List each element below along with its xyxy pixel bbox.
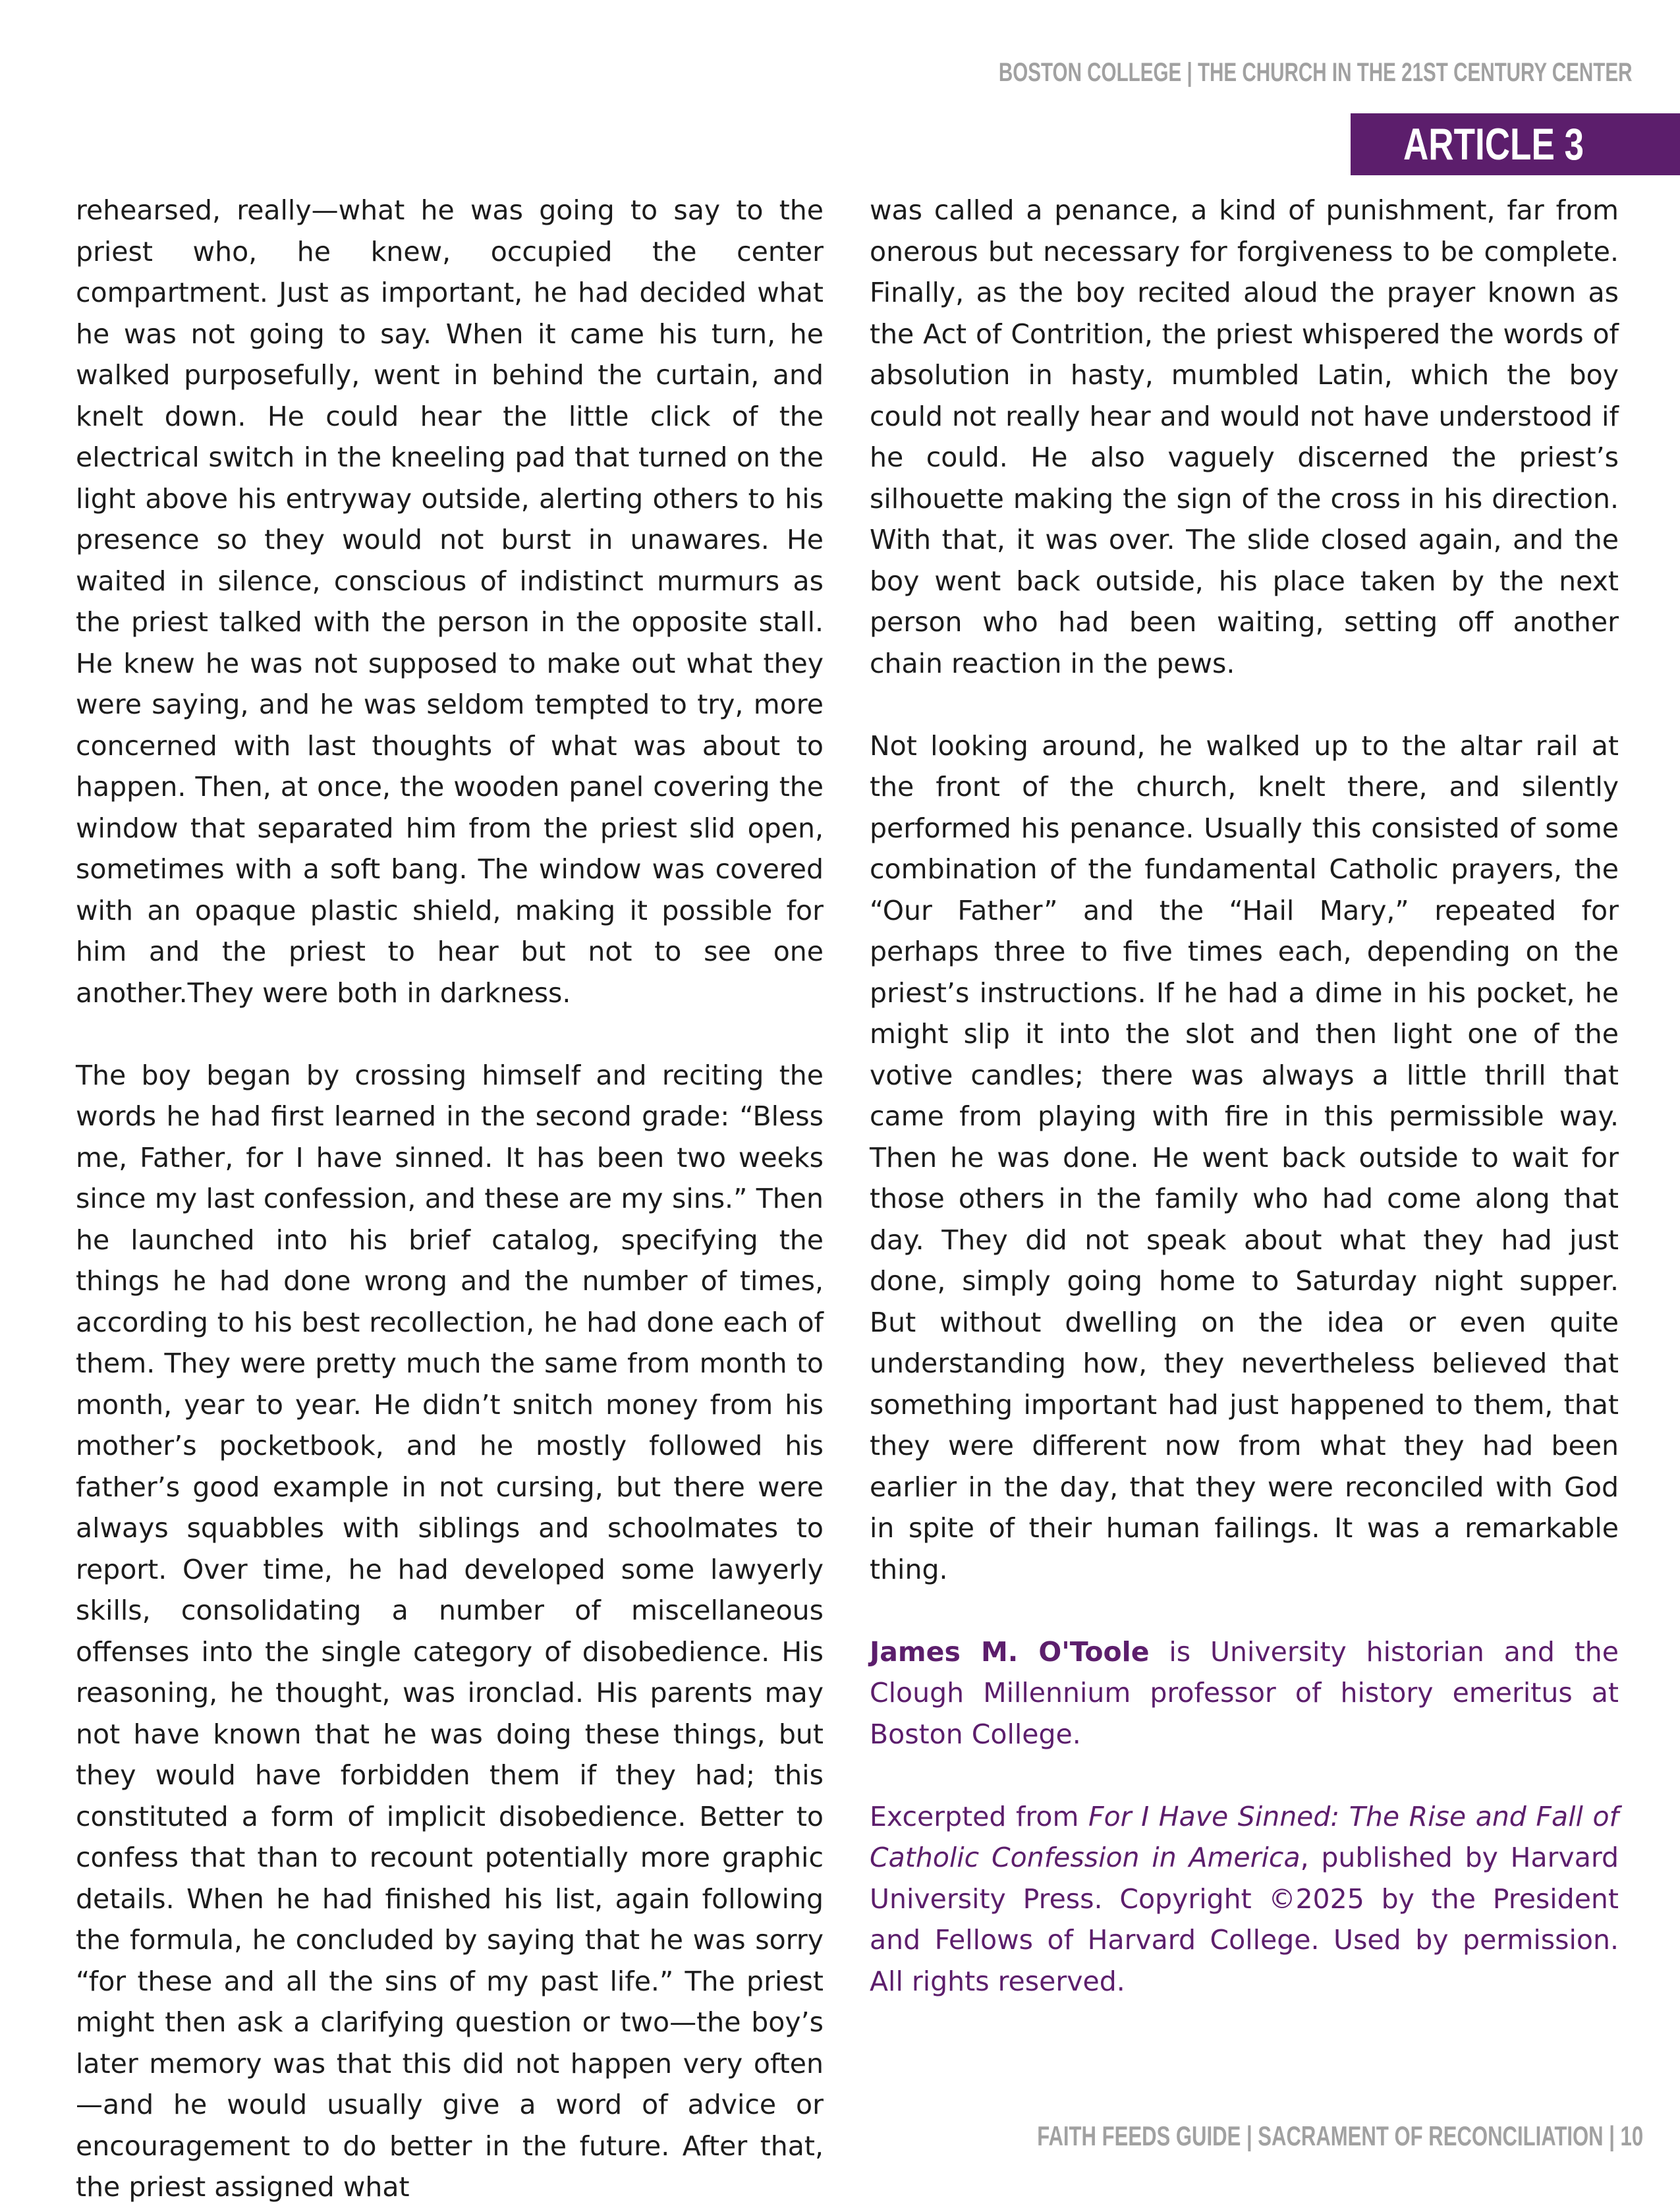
paragraph: rehearsed, really—what he was going to say to the priest who, he knew, occupied the center compartment. Just as important, he had decided what he was not going to say. When it came his turn, he walked purposefully, went in behind the curtain, and knelt down. He could hear the little click of the electrical switch in the kneeling pad that turned on the light above his entryway outside, alerting others to his presence so they would not burst in unawares. He waited in silence, conscious of indistinct murmurs as the priest talked with the person in the opposite stall. He knew he was not supposed to make out what they were saying, and he was seldom tempted to try, more concerned with last thoughts of what was about to happen. Then, at once, the wooden panel covering the window that separated him from the priest slid open, sometimes with a soft bang. The window was covered with an opaque plastic shield, making it possible for him and the priest to hear but not to see one another.They were both in darkness. [76,194,824,1009]
paragraph: was called a penance, a kind of punishment, far from onerous but necessary for forgiveness to be complete. Finally, as the boy recited aloud the prayer known as the Act of Contrition, the priest whispered the words of absolution in hasty, mumbled Latin, which the boy could not really hear and would not have understood if he could. He also vaguely discerned the priest’s silhouette making the sign of the cross in his direction. With that, it was over. The slide closed again, and the boy went back outside, his place taken by the next person who had been waiting, setting off another chain reaction in the pews. [870,194,1619,679]
header-title: BOSTON COLLEGE | THE CHURCH IN THE 21ST CENTURY CENTER [998,58,1632,87]
right-column [870,190,1619,2002]
book-title: For I Have Sinned: The Rise and Fall of Catholic Confession in America [870,1800,1619,1873]
author-name: James M. O'Toole [870,1635,1150,1668]
left-column [76,190,824,2208]
author-bio [870,1631,1619,1755]
credit-suffix: , published by Harvard University Press. Copyright ©2025 by the President and Fellows of Harvard College. Used by permission. All rights reserved. [870,1842,1619,1997]
excerpt-credit [870,1796,1619,2002]
paragraph: Not looking around, he walked up to the altar rail at the front of the church, knelt there, and silently performed his penance. Usually this consisted of some combination of the fundamental Catholic prayers, the “Our Father” and the “Hail Mary,” repeated for perhaps three to five times each, depending on the priest’s instructions. If he had a dime in his pocket, he might slip it into the slot and then light one of the votive candles; there was always a little thrill that came from playing with fire in this permissible way. Then he was done. He went back outside to wait for those others in the family who had come along that day. They did not speak about what they had just done, simply going home to Saturday night supper. But without dwelling on the idea or even quite understanding how, they nevertheless believed that something important had just happened to them, that they were different now from what they had been earlier in the day, that they were reconciled with God in spite of their human failings. It was a remarkable thing. [870,729,1619,1585]
article-tab [1351,113,1680,175]
article-tab-label: ARTICLE 3 [1403,119,1584,169]
paragraph: The boy began by crossing himself and reciting the words he had first learned in the second grade: “Bless me, Father, for I have sinned. It has been two weeks since my last confession, and these are my sins.” Then he launched into his brief catalog, specifying the things he had done wrong and the number of times, according to his best recollection, he had done each of them. They were pretty much the same from month to month, year to year. He didn’t snitch money from his mother’s pocketbook, and he mostly followed his father’s good example in not cursing, but there were always squabbles with siblings and schoolmates to report. Over time, he had developed some lawyerly skills, consolidating a number of miscellaneous offenses into the single category of disobedience. His reasoning, he thought, was ironclad. His parents may not have known that he was doing these things, but they would have forbidden them if they had; this constituted a form of implicit disobedience. Better to confess that than to recount potentially more graphic details. When he had finished his list, again following the formula, he concluded by saying that he was sorry “for these and all the sins of my past life.” The priest might then ask a clarifying question or two—the boy’s later memory was that this did not happen very often—and he would usually give a word of advice or encouragement to do better in the future. After that, the priest assigned what [76,1059,824,2203]
author-bio-text: is University historian and the Clough Millennium professor of history emeritus at Boston College. [870,1635,1619,1750]
footer: FAITH FEEDS GUIDE | SACRAMENT OF RECONCILIATION | 10 [1037,2120,1643,2151]
credit-prefix: Excerpted from [870,1800,1088,1832]
